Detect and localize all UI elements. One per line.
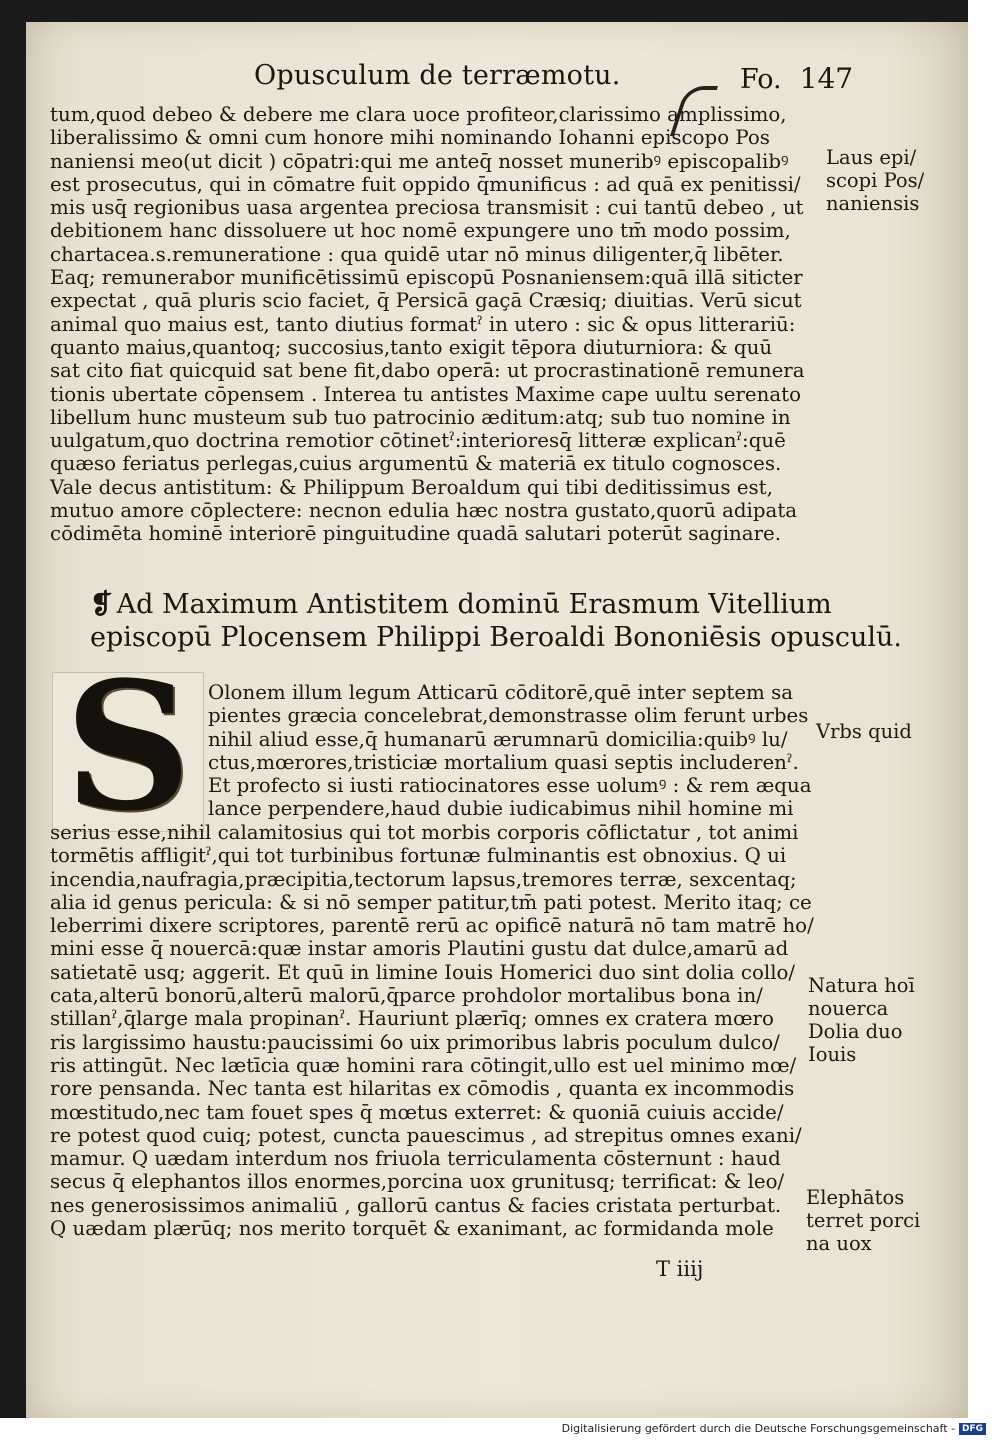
- text-line: chartacea.s.remuneratione : qua quidē utar nō minus diligenter,q̄ libēter.: [50, 242, 784, 266]
- text-line: ris attingūt. Nec lætīcia quæ homini rara cōtingit,ullo est uel minimo mœ/: [50, 1053, 797, 1077]
- body-paragraph: [50, 821, 820, 1240]
- margin-line: Vrbs quid: [816, 720, 912, 743]
- margin-line: na uox: [806, 1232, 872, 1255]
- margin-line: Iouis: [808, 1043, 857, 1066]
- text-line: Olonem illum legum Atticarū cōditorē,quē inter septem sa: [208, 681, 794, 704]
- text-line: animal quo maius est, tanto diutius formatˀ in utero : sic & opus litterariū:: [50, 312, 796, 336]
- title-line-text: Ad Maximum Antistitem dominū Erasmum Vitellium: [116, 589, 832, 620]
- text-line: libellum hunc musteum sub tuo patrocinio æditum:atq; sub tuo nomine in: [50, 405, 791, 429]
- dedication-paragraph: [50, 103, 820, 546]
- text-line: cata,alterū bonorū,alterū malorū,q̄parce prohdolor mortalibus bona in/: [50, 984, 763, 1008]
- folio-number: 147: [799, 62, 854, 95]
- text-line: Eaq; remunerabor munificētissimū episcopū Posnaniensem:quā illā siticter: [50, 266, 803, 290]
- margin-note-elephatos: [806, 1186, 920, 1255]
- margin-line: naniensis: [826, 192, 920, 215]
- text-line: mœstitudo,nec tam fouet spes q̄ mœtus exterret: & quoniā cuiuis accide/: [50, 1100, 784, 1124]
- text-line: cōdimēta hominē interiorē pinguitudine quadā salutari poterūt saginare.: [50, 522, 782, 546]
- dfg-logo-icon[interactable]: DFG: [959, 1423, 986, 1435]
- text-line: mamur. Q uædam interdum nos friuola terriculamenta cōsternunt : haud: [50, 1147, 781, 1171]
- decorated-initial: [52, 643, 204, 850]
- text-line: liberalissimo & omni cum honore mihi nominando Iohanni episcopo Pos: [50, 126, 770, 150]
- text-line: quanto maius,quantoq; succosius,tanto exigit tēpora diuturniora: & quū: [50, 335, 773, 359]
- margin-note-dolia: [808, 1020, 902, 1066]
- margin-line: Elephātos: [806, 1186, 905, 1209]
- text-line: tum,quod debeo & debere me clara uoce profiteor,clarissimo amplissimo,: [50, 103, 787, 126]
- text-line: rore pensanda. Nec tanta est hilaritas ex cōmodis , quanta ex incommodis: [50, 1077, 795, 1101]
- text-line: leberrimi dixere scriptores, parentē rerū ac opificē naturā nō tam matrē ho/: [50, 914, 814, 938]
- text-line: expectat , quā pluris scio faciet, q̄ Persicā gaçā Cræsiq; diuitias. Verū sicut: [50, 289, 802, 313]
- text-line: Vale decus antistitum: & Philippum Beroaldum qui tibi deditissimus est,: [50, 475, 773, 499]
- initial-letter: S: [64, 643, 192, 850]
- margin-line: scopi Pos/: [826, 169, 925, 192]
- text-line: serius esse,nihil calamitosius qui tot morbis corporis cōflictatur , tot animi: [50, 821, 799, 844]
- text-line: Q uædam plærūq; nos merito torquēt & exanimant, ac formidanda mole: [50, 1217, 774, 1241]
- text-line: mini esse q̄ nouercā:quæ instar amoris Plautini gustu dat dulce,amarū ad: [50, 937, 789, 961]
- opening-lines: [208, 681, 812, 821]
- text-line: re potest quod cuiq; potest, cuncta pauescimus , ad strepitus omnes exani/: [50, 1123, 802, 1147]
- text-line: tionis ubertate cōpensem . Interea tu antistes Maxime cape uultu serenato: [50, 382, 802, 406]
- footer-credit: [562, 1422, 986, 1435]
- margin-line: nouerca: [808, 997, 889, 1020]
- footer-text: Digitalisierung gefördert durch die Deutsche Forschungsgemeinschaft -: [561, 1422, 955, 1435]
- text-line: incendia,naufragia,præcipitia,tectorum lapsus,tremores terræ, sexcentaq;: [50, 867, 797, 891]
- margin-note-laus: [826, 146, 924, 215]
- title-line: episcopū Plocensem Philippi Beroaldi Bononiēsis opusculū.: [90, 622, 902, 653]
- text-line: satietatē usq; aggerit. Et quū in limine Iouis Homerici duo sint dolia collo/: [50, 960, 796, 984]
- text-line: mutuo amore cōplectere: necnon edulia hæc nostra gustato,quorū adipata: [50, 499, 798, 523]
- text-line: stillanˀ,q̄large mala propinanˀ. Hauriunt plærīq; omnes ex cratera mœro: [50, 1007, 774, 1031]
- text-line: debitionem hanc dissoluere ut hoc nomē expungere uno tm̄ modo possim,: [50, 219, 791, 243]
- text-line: est prosecutus, qui in cōmatre fuit oppido q̄munificus : ad quā ex penitissi/: [50, 172, 801, 196]
- text-line: mis usq̄ regionibus uasa argentea preciosa transmisit : cui tantū debeo , ut: [50, 196, 804, 220]
- margin-line: Laus epi/: [826, 146, 917, 169]
- margin-note-urbs: [816, 720, 912, 743]
- text-line: lance perpendere,haud dubie iudicabimus nihil homine mi: [208, 797, 794, 821]
- signature-mark: T iiij: [656, 1257, 704, 1281]
- text-line: nes generosissimos animaliū , gallorū cantus & facies cristata perturbat.: [50, 1193, 782, 1217]
- text-line: Et profecto si iusti ratiocinatores esse uolumꝰ : & rem æqua: [208, 774, 812, 798]
- text-line: quæso feriatus perlegas,cuius argumentū & materiā ex titulo cognosces.: [50, 452, 782, 476]
- text-line: nihil aliud esse,q̄ humanarū ærumnarū domicilia:quibꝰ lu/: [208, 727, 788, 751]
- folio: [740, 62, 853, 95]
- pilcrow-icon: ❡: [90, 589, 113, 620]
- text-line: alia id genus pericula: & si nō semper patitur,tm̄ pati potest. Merito itaq; ce: [50, 890, 812, 914]
- running-title: Opusculum de terræmotu.: [254, 60, 621, 91]
- title-line: [90, 588, 832, 621]
- margin-line: terret porci: [806, 1209, 921, 1232]
- text-line: ctus,mœrores,tristiciæ mortalium quasi septis includerenˀ.: [208, 750, 799, 774]
- margin-line: Dolia duo: [808, 1020, 903, 1043]
- text-line: ris largissimo haustu:paucissimi ỽo uix primoribus labris poculum dulco/: [50, 1030, 780, 1054]
- text-line: pientes græcia concelebrat,demonstrasse olim ferunt urbes: [208, 704, 809, 728]
- text-line: naniensi meo(ut dicit ) cōpatri:qui me anteq̄ nosset muneribꝰ episcopalibꝰ: [50, 149, 789, 173]
- text-line: tormētis affligitˀ,qui tot turbinibus fortunæ fulminantis est obnoxius. Q ui: [50, 844, 787, 868]
- text-line: secus q̄ elephantos illos enormes,porcina uox grunitusq; terrificat: & leo/: [50, 1170, 785, 1194]
- section-title: [90, 588, 902, 654]
- folio-label: Fo.: [740, 64, 782, 95]
- text-line: uulgatum,quo doctrina remotior cōtinetˀ:interioresq̄ litteræ explicanˀ:quē: [50, 429, 786, 453]
- margin-note-natura: [808, 974, 915, 1020]
- text-line: sat cito fiat quicquid sat bene fit,dabo operā: ut procrastinationē remunera: [50, 359, 805, 383]
- margin-line: Natura hoī: [808, 974, 915, 997]
